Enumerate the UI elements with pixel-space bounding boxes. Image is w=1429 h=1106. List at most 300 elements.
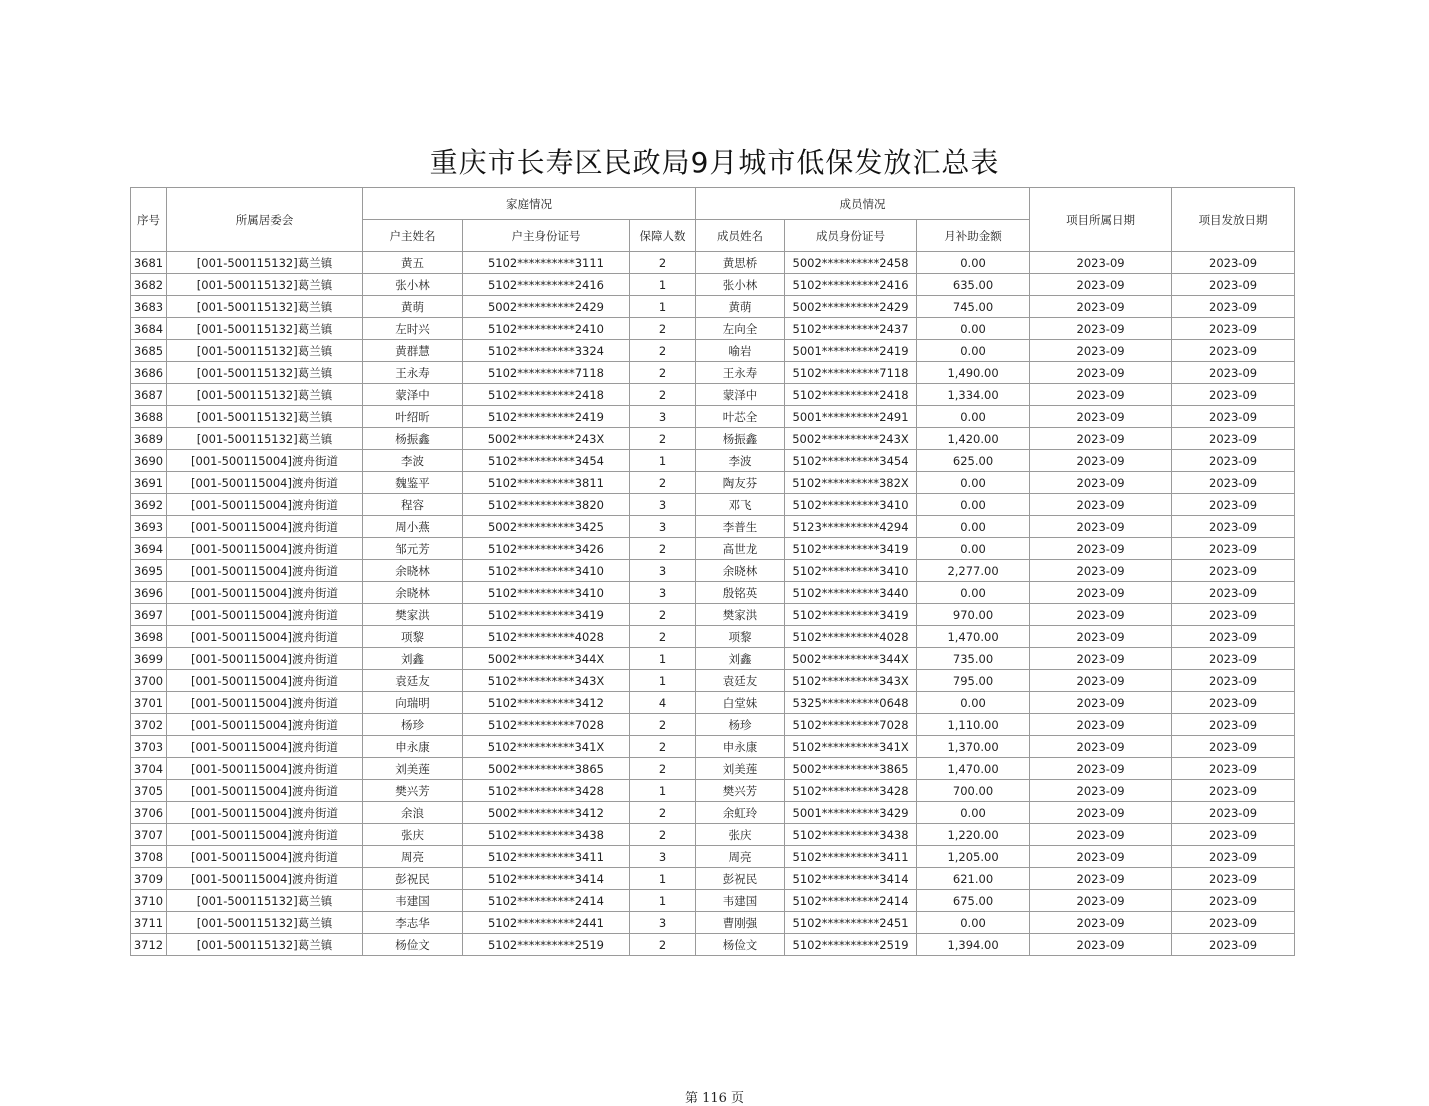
cell-issue-date: 2023-09 xyxy=(1172,780,1295,802)
cell-seq: 3690 xyxy=(131,450,167,472)
cell-project-date: 2023-09 xyxy=(1030,714,1172,736)
cell-seq: 3693 xyxy=(131,516,167,538)
table-row xyxy=(131,648,1295,670)
cell-project-date: 2023-09 xyxy=(1030,736,1172,758)
cell-project-date: 2023-09 xyxy=(1030,318,1172,340)
cell-issue-date: 2023-09 xyxy=(1172,868,1295,890)
table-row xyxy=(131,560,1295,582)
cell-head-id: 5102**********3438 xyxy=(463,824,630,846)
cell-project-date: 2023-09 xyxy=(1030,890,1172,912)
cell-amount: 0.00 xyxy=(917,516,1030,538)
cell-issue-date: 2023-09 xyxy=(1172,362,1295,384)
header-issue-date: 项目发放日期 xyxy=(1172,188,1295,252)
cell-project-date: 2023-09 xyxy=(1030,296,1172,318)
table-row xyxy=(131,670,1295,692)
cell-issue-date: 2023-09 xyxy=(1172,538,1295,560)
cell-seq: 3711 xyxy=(131,912,167,934)
cell-head-id: 5102**********3410 xyxy=(463,582,630,604)
cell-issue-date: 2023-09 xyxy=(1172,318,1295,340)
cell-head-name: 项黎 xyxy=(363,626,463,648)
cell-member-name: 李普生 xyxy=(696,516,785,538)
cell-amount: 1,420.00 xyxy=(917,428,1030,450)
table-row xyxy=(131,582,1295,604)
cell-head-name: 邹元芳 xyxy=(363,538,463,560)
cell-head-name: 余晓林 xyxy=(363,560,463,582)
cell-member-id: 5325**********0648 xyxy=(785,692,917,714)
cell-head-id: 5102**********3324 xyxy=(463,340,630,362)
cell-project-date: 2023-09 xyxy=(1030,252,1172,274)
cell-project-date: 2023-09 xyxy=(1030,604,1172,626)
cell-head-name: 袁廷友 xyxy=(363,670,463,692)
cell-head-name: 黄群慧 xyxy=(363,340,463,362)
cell-project-date: 2023-09 xyxy=(1030,912,1172,934)
cell-amount: 1,110.00 xyxy=(917,714,1030,736)
header-head-name: 户主姓名 xyxy=(363,220,463,252)
cell-project-date: 2023-09 xyxy=(1030,560,1172,582)
cell-issue-date: 2023-09 xyxy=(1172,450,1295,472)
cell-member-id: 5002**********2458 xyxy=(785,252,917,274)
table-row xyxy=(131,846,1295,868)
cell-amount: 970.00 xyxy=(917,604,1030,626)
cell-issue-date: 2023-09 xyxy=(1172,340,1295,362)
cell-committee: [001-500115004]渡舟街道 xyxy=(167,846,363,868)
cell-head-id: 5102**********3414 xyxy=(463,868,630,890)
cell-head-name: 彭祝民 xyxy=(363,868,463,890)
cell-seq: 3699 xyxy=(131,648,167,670)
cell-member-id: 5102**********382X xyxy=(785,472,917,494)
cell-member-id: 5102**********3454 xyxy=(785,450,917,472)
cell-head-name: 王永寿 xyxy=(363,362,463,384)
cell-issue-date: 2023-09 xyxy=(1172,824,1295,846)
cell-count: 1 xyxy=(630,890,696,912)
cell-issue-date: 2023-09 xyxy=(1172,846,1295,868)
cell-committee: [001-500115004]渡舟街道 xyxy=(167,472,363,494)
cell-member-name: 韦建国 xyxy=(696,890,785,912)
cell-member-name: 袁廷友 xyxy=(696,670,785,692)
cell-project-date: 2023-09 xyxy=(1030,758,1172,780)
header-committee: 所属居委会 xyxy=(167,188,363,252)
cell-amount: 0.00 xyxy=(917,692,1030,714)
cell-issue-date: 2023-09 xyxy=(1172,516,1295,538)
cell-committee: [001-500115132]葛兰镇 xyxy=(167,296,363,318)
cell-head-id: 5102**********2419 xyxy=(463,406,630,428)
cell-head-id: 5102**********3426 xyxy=(463,538,630,560)
cell-committee: [001-500115004]渡舟街道 xyxy=(167,758,363,780)
table-row xyxy=(131,494,1295,516)
cell-member-id: 5102**********343X xyxy=(785,670,917,692)
cell-member-name: 陶友芬 xyxy=(696,472,785,494)
cell-seq: 3685 xyxy=(131,340,167,362)
cell-project-date: 2023-09 xyxy=(1030,868,1172,890)
cell-member-id: 5102**********3411 xyxy=(785,846,917,868)
cell-member-id: 5002**********2429 xyxy=(785,296,917,318)
cell-issue-date: 2023-09 xyxy=(1172,714,1295,736)
cell-count: 2 xyxy=(630,318,696,340)
cell-member-id: 5102**********7028 xyxy=(785,714,917,736)
cell-head-id: 5102**********341X xyxy=(463,736,630,758)
cell-member-name: 张庆 xyxy=(696,824,785,846)
cell-head-name: 叶绍昕 xyxy=(363,406,463,428)
cell-seq: 3689 xyxy=(131,428,167,450)
table-row xyxy=(131,252,1295,274)
cell-amount: 675.00 xyxy=(917,890,1030,912)
cell-member-id: 5123**********4294 xyxy=(785,516,917,538)
table-row xyxy=(131,274,1295,296)
cell-member-name: 樊兴芳 xyxy=(696,780,785,802)
table-row xyxy=(131,626,1295,648)
cell-member-id: 5102**********3410 xyxy=(785,494,917,516)
cell-head-id: 5102**********3811 xyxy=(463,472,630,494)
cell-member-name: 张小林 xyxy=(696,274,785,296)
cell-head-id: 5102**********2410 xyxy=(463,318,630,340)
cell-committee: [001-500115004]渡舟街道 xyxy=(167,780,363,802)
cell-head-name: 周亮 xyxy=(363,846,463,868)
cell-count: 2 xyxy=(630,714,696,736)
header-count: 保障人数 xyxy=(630,220,696,252)
cell-seq: 3694 xyxy=(131,538,167,560)
cell-seq: 3695 xyxy=(131,560,167,582)
cell-count: 1 xyxy=(630,274,696,296)
cell-member-id: 5102**********341X xyxy=(785,736,917,758)
cell-member-name: 黄萌 xyxy=(696,296,785,318)
cell-member-name: 喻岩 xyxy=(696,340,785,362)
cell-count: 3 xyxy=(630,516,696,538)
cell-count: 2 xyxy=(630,472,696,494)
cell-member-name: 杨俭文 xyxy=(696,934,785,956)
cell-amount: 1,220.00 xyxy=(917,824,1030,846)
cell-member-name: 王永寿 xyxy=(696,362,785,384)
cell-count: 1 xyxy=(630,296,696,318)
cell-member-id: 5102**********3438 xyxy=(785,824,917,846)
header-family-group: 家庭情况 xyxy=(363,188,696,220)
page-title: 重庆市长寿区民政局9月城市低保发放汇总表 xyxy=(429,146,1000,179)
cell-project-date: 2023-09 xyxy=(1030,384,1172,406)
cell-project-date: 2023-09 xyxy=(1030,362,1172,384)
cell-seq: 3697 xyxy=(131,604,167,626)
cell-amount: 0.00 xyxy=(917,472,1030,494)
page-number: 第 116 页 xyxy=(684,1091,745,1106)
table-row xyxy=(131,692,1295,714)
cell-member-name: 刘美莲 xyxy=(696,758,785,780)
cell-project-date: 2023-09 xyxy=(1030,516,1172,538)
cell-committee: [001-500115132]葛兰镇 xyxy=(167,890,363,912)
cell-amount: 0.00 xyxy=(917,318,1030,340)
cell-head-name: 申永康 xyxy=(363,736,463,758)
cell-head-id: 5102**********2441 xyxy=(463,912,630,934)
cell-member-name: 白堂妹 xyxy=(696,692,785,714)
cell-count: 3 xyxy=(630,912,696,934)
cell-committee: [001-500115132]葛兰镇 xyxy=(167,318,363,340)
table-row xyxy=(131,714,1295,736)
cell-head-name: 黄五 xyxy=(363,252,463,274)
cell-member-id: 5102**********7118 xyxy=(785,362,917,384)
cell-amount: 1,370.00 xyxy=(917,736,1030,758)
cell-head-id: 5102**********3111 xyxy=(463,252,630,274)
cell-seq: 3704 xyxy=(131,758,167,780)
cell-member-id: 5001**********2419 xyxy=(785,340,917,362)
table-row xyxy=(131,384,1295,406)
cell-committee: [001-500115132]葛兰镇 xyxy=(167,428,363,450)
cell-amount: 0.00 xyxy=(917,252,1030,274)
cell-head-name: 魏鉴平 xyxy=(363,472,463,494)
cell-committee: [001-500115132]葛兰镇 xyxy=(167,274,363,296)
cell-member-id: 5102**********2451 xyxy=(785,912,917,934)
cell-seq: 3700 xyxy=(131,670,167,692)
cell-issue-date: 2023-09 xyxy=(1172,802,1295,824)
cell-seq: 3687 xyxy=(131,384,167,406)
cell-head-id: 5002**********3412 xyxy=(463,802,630,824)
cell-seq: 3712 xyxy=(131,934,167,956)
cell-amount: 745.00 xyxy=(917,296,1030,318)
cell-head-name: 樊家洪 xyxy=(363,604,463,626)
cell-head-name: 杨珍 xyxy=(363,714,463,736)
cell-issue-date: 2023-09 xyxy=(1172,934,1295,956)
cell-head-id: 5102**********2519 xyxy=(463,934,630,956)
cell-project-date: 2023-09 xyxy=(1030,406,1172,428)
cell-head-name: 黄萌 xyxy=(363,296,463,318)
cell-amount: 0.00 xyxy=(917,340,1030,362)
cell-count: 1 xyxy=(630,648,696,670)
cell-count: 4 xyxy=(630,692,696,714)
cell-amount: 635.00 xyxy=(917,274,1030,296)
cell-count: 2 xyxy=(630,428,696,450)
cell-count: 2 xyxy=(630,626,696,648)
cell-committee: [001-500115004]渡舟街道 xyxy=(167,692,363,714)
cell-committee: [001-500115004]渡舟街道 xyxy=(167,494,363,516)
cell-committee: [001-500115132]葛兰镇 xyxy=(167,340,363,362)
cell-project-date: 2023-09 xyxy=(1030,450,1172,472)
cell-seq: 3681 xyxy=(131,252,167,274)
cell-count: 2 xyxy=(630,736,696,758)
cell-issue-date: 2023-09 xyxy=(1172,670,1295,692)
relief-summary-table xyxy=(130,187,1295,956)
cell-head-name: 张庆 xyxy=(363,824,463,846)
cell-amount: 735.00 xyxy=(917,648,1030,670)
cell-issue-date: 2023-09 xyxy=(1172,890,1295,912)
cell-count: 2 xyxy=(630,934,696,956)
cell-head-id: 5102**********7028 xyxy=(463,714,630,736)
cell-member-name: 彭祝民 xyxy=(696,868,785,890)
cell-head-id: 5002**********344X xyxy=(463,648,630,670)
cell-member-name: 殷铭英 xyxy=(696,582,785,604)
cell-amount: 1,470.00 xyxy=(917,758,1030,780)
cell-seq: 3707 xyxy=(131,824,167,846)
cell-member-name: 余虹玲 xyxy=(696,802,785,824)
cell-issue-date: 2023-09 xyxy=(1172,604,1295,626)
cell-issue-date: 2023-09 xyxy=(1172,626,1295,648)
table-header xyxy=(131,188,1295,252)
table-row xyxy=(131,736,1295,758)
cell-head-id: 5102**********3454 xyxy=(463,450,630,472)
cell-count: 1 xyxy=(630,450,696,472)
cell-committee: [001-500115004]渡舟街道 xyxy=(167,670,363,692)
cell-count: 2 xyxy=(630,824,696,846)
cell-amount: 0.00 xyxy=(917,538,1030,560)
cell-project-date: 2023-09 xyxy=(1030,582,1172,604)
cell-seq: 3705 xyxy=(131,780,167,802)
cell-committee: [001-500115004]渡舟街道 xyxy=(167,450,363,472)
cell-member-name: 邓飞 xyxy=(696,494,785,516)
cell-project-date: 2023-09 xyxy=(1030,472,1172,494)
cell-member-id: 5102**********4028 xyxy=(785,626,917,648)
cell-count: 2 xyxy=(630,252,696,274)
table-row xyxy=(131,406,1295,428)
header-amount: 月补助金额 xyxy=(917,220,1030,252)
cell-head-name: 余晓林 xyxy=(363,582,463,604)
cell-member-name: 樊家洪 xyxy=(696,604,785,626)
cell-seq: 3703 xyxy=(131,736,167,758)
cell-head-id: 5002**********3865 xyxy=(463,758,630,780)
cell-head-name: 张小林 xyxy=(363,274,463,296)
cell-amount: 1,334.00 xyxy=(917,384,1030,406)
cell-committee: [001-500115132]葛兰镇 xyxy=(167,406,363,428)
table-row xyxy=(131,340,1295,362)
cell-project-date: 2023-09 xyxy=(1030,670,1172,692)
cell-count: 2 xyxy=(630,340,696,362)
cell-member-name: 左向全 xyxy=(696,318,785,340)
table-row xyxy=(131,890,1295,912)
cell-amount: 0.00 xyxy=(917,802,1030,824)
table-row xyxy=(131,362,1295,384)
cell-project-date: 2023-09 xyxy=(1030,274,1172,296)
table-row xyxy=(131,824,1295,846)
cell-head-id: 5102**********3411 xyxy=(463,846,630,868)
cell-member-id: 5001**********2491 xyxy=(785,406,917,428)
header-member-id: 成员身份证号 xyxy=(785,220,917,252)
cell-count: 2 xyxy=(630,802,696,824)
cell-count: 3 xyxy=(630,560,696,582)
cell-committee: [001-500115004]渡舟街道 xyxy=(167,626,363,648)
cell-member-name: 高世龙 xyxy=(696,538,785,560)
cell-member-name: 黄思桥 xyxy=(696,252,785,274)
cell-committee: [001-500115132]葛兰镇 xyxy=(167,912,363,934)
cell-count: 1 xyxy=(630,670,696,692)
cell-committee: [001-500115004]渡舟街道 xyxy=(167,824,363,846)
cell-committee: [001-500115004]渡舟街道 xyxy=(167,582,363,604)
cell-count: 2 xyxy=(630,362,696,384)
cell-head-id: 5102**********4028 xyxy=(463,626,630,648)
cell-member-id: 5001**********3429 xyxy=(785,802,917,824)
header-member-name: 成员姓名 xyxy=(696,220,785,252)
cell-head-id: 5102**********3410 xyxy=(463,560,630,582)
cell-amount: 0.00 xyxy=(917,582,1030,604)
cell-count: 1 xyxy=(630,868,696,890)
cell-member-id: 5102**********2416 xyxy=(785,274,917,296)
cell-count: 1 xyxy=(630,780,696,802)
cell-count: 2 xyxy=(630,384,696,406)
cell-seq: 3692 xyxy=(131,494,167,516)
cell-member-id: 5102**********3414 xyxy=(785,868,917,890)
cell-member-name: 杨珍 xyxy=(696,714,785,736)
cell-seq: 3683 xyxy=(131,296,167,318)
cell-committee: [001-500115004]渡舟街道 xyxy=(167,516,363,538)
cell-count: 3 xyxy=(630,494,696,516)
cell-project-date: 2023-09 xyxy=(1030,802,1172,824)
cell-project-date: 2023-09 xyxy=(1030,824,1172,846)
cell-committee: [001-500115132]葛兰镇 xyxy=(167,252,363,274)
cell-amount: 1,205.00 xyxy=(917,846,1030,868)
cell-head-id: 5102**********3820 xyxy=(463,494,630,516)
cell-amount: 0.00 xyxy=(917,494,1030,516)
cell-project-date: 2023-09 xyxy=(1030,692,1172,714)
cell-member-name: 叶芯全 xyxy=(696,406,785,428)
cell-head-name: 程容 xyxy=(363,494,463,516)
cell-seq: 3684 xyxy=(131,318,167,340)
cell-project-date: 2023-09 xyxy=(1030,780,1172,802)
table-row xyxy=(131,538,1295,560)
cell-committee: [001-500115004]渡舟街道 xyxy=(167,714,363,736)
cell-member-name: 周亮 xyxy=(696,846,785,868)
cell-seq: 3701 xyxy=(131,692,167,714)
header-head-id: 户主身份证号 xyxy=(463,220,630,252)
cell-seq: 3691 xyxy=(131,472,167,494)
cell-count: 2 xyxy=(630,538,696,560)
cell-issue-date: 2023-09 xyxy=(1172,912,1295,934)
cell-seq: 3706 xyxy=(131,802,167,824)
header-member-group: 成员情况 xyxy=(696,188,1030,220)
cell-issue-date: 2023-09 xyxy=(1172,692,1295,714)
cell-issue-date: 2023-09 xyxy=(1172,758,1295,780)
cell-issue-date: 2023-09 xyxy=(1172,384,1295,406)
cell-amount: 2,277.00 xyxy=(917,560,1030,582)
cell-head-name: 蒙泽中 xyxy=(363,384,463,406)
cell-seq: 3686 xyxy=(131,362,167,384)
cell-head-name: 左时兴 xyxy=(363,318,463,340)
table-row xyxy=(131,428,1295,450)
cell-committee: [001-500115004]渡舟街道 xyxy=(167,538,363,560)
cell-issue-date: 2023-09 xyxy=(1172,582,1295,604)
cell-seq: 3708 xyxy=(131,846,167,868)
cell-amount: 700.00 xyxy=(917,780,1030,802)
cell-committee: [001-500115132]葛兰镇 xyxy=(167,362,363,384)
cell-member-id: 5102**********3419 xyxy=(785,604,917,626)
cell-project-date: 2023-09 xyxy=(1030,494,1172,516)
cell-member-id: 5002**********3865 xyxy=(785,758,917,780)
cell-count: 3 xyxy=(630,846,696,868)
cell-issue-date: 2023-09 xyxy=(1172,560,1295,582)
cell-count: 2 xyxy=(630,758,696,780)
cell-amount: 1,490.00 xyxy=(917,362,1030,384)
cell-head-name: 刘美莲 xyxy=(363,758,463,780)
cell-amount: 795.00 xyxy=(917,670,1030,692)
cell-issue-date: 2023-09 xyxy=(1172,274,1295,296)
table-body xyxy=(131,252,1295,956)
table-row xyxy=(131,604,1295,626)
cell-head-id: 5102**********3419 xyxy=(463,604,630,626)
cell-seq: 3698 xyxy=(131,626,167,648)
cell-member-name: 曹刚强 xyxy=(696,912,785,934)
cell-head-name: 杨振鑫 xyxy=(363,428,463,450)
cell-member-id: 5002**********243X xyxy=(785,428,917,450)
cell-count: 3 xyxy=(630,406,696,428)
cell-head-id: 5002**********3425 xyxy=(463,516,630,538)
cell-committee: [001-500115004]渡舟街道 xyxy=(167,604,363,626)
cell-seq: 3682 xyxy=(131,274,167,296)
table-row xyxy=(131,934,1295,956)
cell-head-id: 5002**********2429 xyxy=(463,296,630,318)
cell-member-id: 5102**********2519 xyxy=(785,934,917,956)
cell-member-name: 杨振鑫 xyxy=(696,428,785,450)
cell-head-id: 5102**********2416 xyxy=(463,274,630,296)
cell-member-id: 5102**********2418 xyxy=(785,384,917,406)
cell-amount: 625.00 xyxy=(917,450,1030,472)
cell-member-id: 5102**********3419 xyxy=(785,538,917,560)
cell-committee: [001-500115004]渡舟街道 xyxy=(167,648,363,670)
cell-issue-date: 2023-09 xyxy=(1172,494,1295,516)
cell-head-id: 5102**********7118 xyxy=(463,362,630,384)
table-row xyxy=(131,802,1295,824)
header-seq: 序号 xyxy=(131,188,167,252)
